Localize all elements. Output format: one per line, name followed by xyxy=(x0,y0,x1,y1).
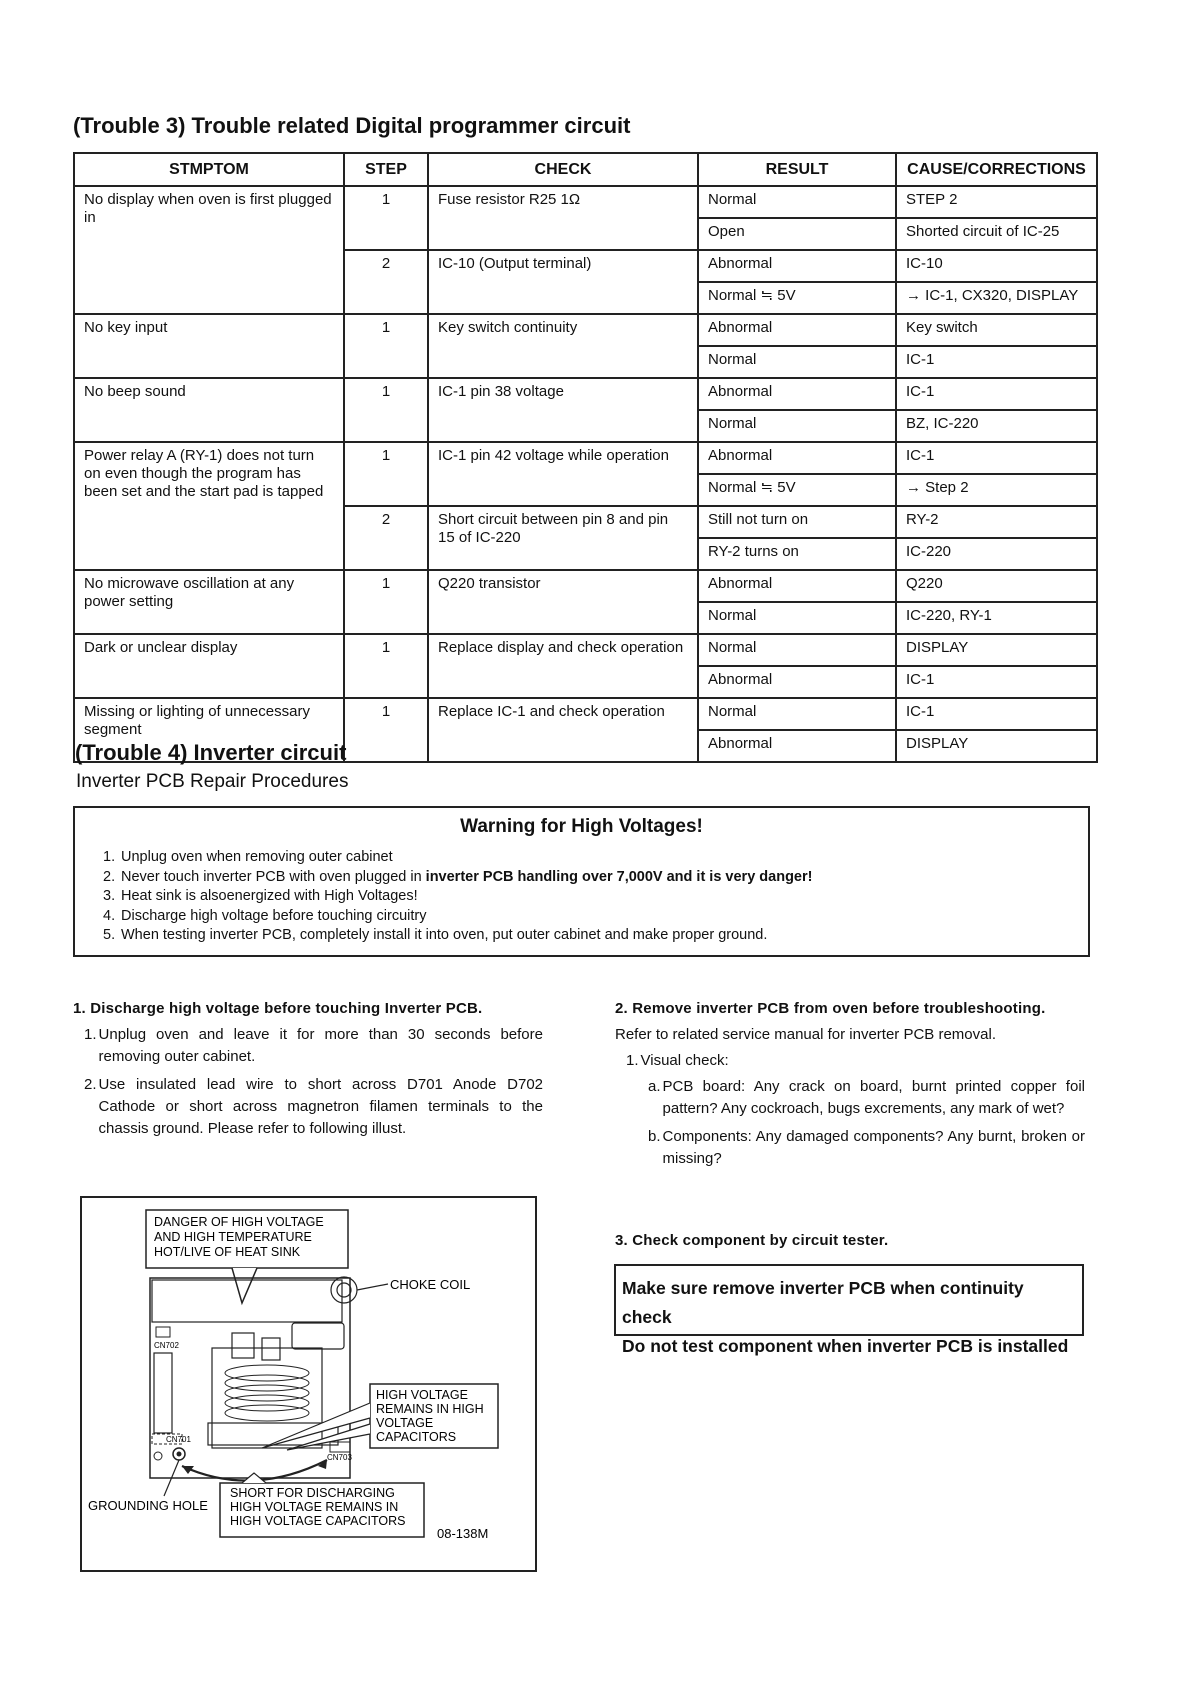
table-row xyxy=(74,378,1097,410)
list-item xyxy=(615,1050,1085,1072)
capacitor-top xyxy=(292,1323,344,1349)
step-cell: 1 xyxy=(344,698,428,762)
header-symptom: STMPTOM xyxy=(74,153,344,186)
result-cell: Normal xyxy=(698,698,896,730)
danger-line: HOT/LIVE OF HEAT SINK xyxy=(154,1245,301,1259)
trouble3-title: (Trouble 3) Trouble related Digital programmer circuit xyxy=(73,113,631,138)
symptom-cell: No display when oven is first plugged in xyxy=(74,186,344,314)
warning-box xyxy=(73,806,1090,957)
header-result: RESULT xyxy=(698,153,896,186)
cause-cell: IC-1 xyxy=(896,666,1097,698)
trouble4-title: (Trouble 4) Inverter circuit xyxy=(75,740,347,765)
check-cell: Replace IC-1 and check operation xyxy=(428,698,698,762)
step-cell: 1 xyxy=(344,378,428,442)
table-row xyxy=(74,698,1097,730)
cause-cell: RY-2 xyxy=(896,506,1097,538)
hv-line: CAPACITORS xyxy=(376,1430,457,1444)
header-cause: CAUSE/CORRECTIONS xyxy=(896,153,1097,186)
section1 xyxy=(73,998,543,1140)
item-number: b. xyxy=(648,1128,661,1145)
step-cell: 1 xyxy=(344,634,428,698)
item-text: Discharge high voltage before touching circuitry xyxy=(121,907,427,924)
cause-cell: STEP 2 xyxy=(896,186,1097,218)
item-text: Use insulated lead wire to short across D701 Anode D702 Cathode or short across magnetron filamen terminals to the chassis ground. Please refer to following illust. xyxy=(98,1076,543,1137)
list-item xyxy=(615,1076,1085,1120)
check-cell: IC-1 pin 38 voltage xyxy=(428,378,698,442)
item-text: Unplug oven when removing outer cabinet xyxy=(121,849,393,865)
symptom-cell: Missing or lighting of unnecessary segment xyxy=(74,698,344,762)
item-number: 3. xyxy=(103,888,116,904)
cause-cell: DISPLAY xyxy=(896,634,1097,666)
cause-cell: IC-220, RY-1 xyxy=(896,602,1097,634)
section1-title: 1. Discharge high voltage before touching Inverter PCB. xyxy=(73,1000,483,1017)
check-cell: IC-1 pin 42 voltage while operation xyxy=(428,442,698,506)
short-line: HIGH VOLTAGE REMAINS IN xyxy=(230,1500,399,1514)
table-row xyxy=(74,570,1097,602)
item-number: 1. xyxy=(626,1052,639,1069)
header-step: STEP xyxy=(344,153,428,186)
check-cell: Fuse resistor R25 1Ω xyxy=(428,186,698,250)
item-text: Unplug oven and leave it for more than 30 seconds before removing outer cabinet. xyxy=(98,1026,543,1065)
check-cell: Replace display and check operation xyxy=(428,634,698,698)
step-cell: 2 xyxy=(344,506,428,570)
result-cell: Abnormal xyxy=(698,730,896,762)
cn703-connector xyxy=(330,1442,350,1452)
left-component xyxy=(154,1353,172,1433)
result-cell: Normal ≒ 5V xyxy=(698,474,896,506)
section2-intro: Refer to related service manual for inverter PCB removal. xyxy=(615,1026,996,1043)
result-cell: Abnormal xyxy=(698,666,896,698)
result-cell: Normal xyxy=(698,634,896,666)
item-number: a. xyxy=(648,1078,661,1095)
check-cell xyxy=(428,250,698,314)
cn701-label: CN701 xyxy=(166,1435,191,1444)
item-text: Heat sink is alsoenergized with High Voltages! xyxy=(121,888,418,904)
list-item xyxy=(99,848,1088,868)
notice-box xyxy=(614,1264,1084,1356)
cause-cell: IC-1 xyxy=(896,378,1097,410)
choke-leader xyxy=(357,1284,388,1290)
check-cell: Key switch continuity xyxy=(428,314,698,378)
inverter-pcb-diagram xyxy=(80,1196,537,1572)
notice-line: Make sure remove inverter PCB when continuity check xyxy=(622,1278,1024,1327)
header-check: CHECK xyxy=(428,153,698,186)
transformer-top-right xyxy=(262,1338,280,1360)
cause-cell: Shorted circuit of IC-25 xyxy=(896,218,1097,250)
check-line: IC-10 (Output terminal) xyxy=(438,255,592,272)
list-item xyxy=(99,907,1088,927)
item-number: 4. xyxy=(103,907,116,924)
choke-coil-label: CHOKE COIL xyxy=(390,1277,471,1292)
symptom-cell: No beep sound xyxy=(74,378,344,442)
hv-line: VOLTAGE xyxy=(376,1416,434,1430)
result-cell: Open xyxy=(698,218,896,250)
short-line: HIGH VOLTAGE CAPACITORS xyxy=(230,1514,406,1528)
trouble3-table xyxy=(73,152,1098,763)
choke-coil-core xyxy=(337,1283,351,1297)
list-item xyxy=(99,868,1088,888)
cause-cell: IC-10 xyxy=(896,250,1097,282)
cause-cell: IC-1 xyxy=(896,346,1097,378)
cause-cell: IC-1 xyxy=(896,442,1097,474)
pcb-illustration xyxy=(82,1198,535,1570)
result-cell: Abnormal xyxy=(698,442,896,474)
section2-title: 2. Remove inverter PCB from oven before troubleshooting. xyxy=(615,1000,1046,1017)
result-cell: Abnormal xyxy=(698,250,896,282)
symptom-cell: Dark or unclear display xyxy=(74,634,344,698)
table-header-row xyxy=(74,153,1097,186)
list-item xyxy=(99,926,1088,946)
list-item xyxy=(615,1126,1085,1170)
coil-windings xyxy=(225,1365,309,1421)
cn702-connector xyxy=(156,1327,170,1337)
result-cell: RY-2 turns on xyxy=(698,538,896,570)
transformer-top-left xyxy=(232,1333,254,1358)
table-row xyxy=(74,186,1097,218)
warning-title: Warning for High Voltages! xyxy=(460,816,703,837)
choke-coil-symbol xyxy=(331,1277,357,1303)
result-cell: Normal xyxy=(698,410,896,442)
item-text: PCB board: Any crack on board, burnt printed copper foil pattern? Any cockroach, bugs excrements, any mark of wet? xyxy=(662,1078,1085,1117)
item-number: 5. xyxy=(103,927,116,943)
cn703-label: CN703 xyxy=(327,1453,352,1462)
cause-cell: IC-220 xyxy=(896,538,1097,570)
result-cell: Still not turn on xyxy=(698,506,896,538)
item-text: Visual check: xyxy=(640,1052,729,1069)
danger-line: DANGER OF HIGH VOLTAGE xyxy=(154,1215,324,1229)
step-cell: 1 xyxy=(344,442,428,506)
item-number: 1. xyxy=(84,1026,97,1043)
figure-code: 08-138M xyxy=(437,1526,489,1541)
result-cell: Normal ≒ 5V xyxy=(698,282,896,314)
list-item xyxy=(73,1024,543,1068)
step-cell: 1 xyxy=(344,186,428,250)
hv-line: HIGH VOLTAGE xyxy=(376,1388,468,1402)
notice-line: Do not test component when inverter PCB is installed xyxy=(622,1336,1069,1356)
table-row xyxy=(74,314,1097,346)
trouble4-subtitle: Inverter PCB Repair Procedures xyxy=(76,771,349,792)
cause-cell: BZ, IC-220 xyxy=(896,410,1097,442)
symptom-cell: No microwave oscillation at any power setting xyxy=(74,570,344,634)
item-text: When testing inverter PCB, completely install it into oven, put outer cabinet and make proper ground. xyxy=(121,927,768,943)
list-item xyxy=(73,1074,543,1140)
grounding-hole-label: GROUNDING HOLE xyxy=(88,1498,208,1513)
cause-cell: Q220 xyxy=(896,570,1097,602)
result-cell: Abnormal xyxy=(698,378,896,410)
step-cell: 2 xyxy=(344,250,428,314)
cause-cell: → Step 2 xyxy=(896,474,1097,506)
table-row xyxy=(74,442,1097,474)
hv-line: REMAINS IN HIGH xyxy=(376,1402,484,1416)
step-cell: 1 xyxy=(344,570,428,634)
result-cell: Normal xyxy=(698,602,896,634)
item-text: Components: Any damaged components? Any burnt, broken or missing? xyxy=(662,1128,1085,1167)
item-number: 2. xyxy=(84,1076,97,1093)
cause-cell: → IC-1, CX320, DISPLAY xyxy=(896,282,1097,314)
danger-pointer xyxy=(232,1268,257,1303)
mount-hole xyxy=(154,1452,162,1460)
item-text: Never touch inverter PCB with oven plugged in xyxy=(121,868,426,885)
table-row xyxy=(74,634,1097,666)
cn702-label: CN702 xyxy=(154,1341,179,1350)
warning-list xyxy=(75,848,1088,946)
symptom-cell: Power relay A (RY-1) does not turn on even though the program has been set and the start pad is tapped xyxy=(74,442,344,570)
section2 xyxy=(615,998,1085,1170)
symptom-cell: No key input xyxy=(74,314,344,378)
result-cell: Normal xyxy=(698,346,896,378)
grounding-hole-center xyxy=(177,1452,182,1457)
cause-cell: Key switch xyxy=(896,314,1097,346)
list-item xyxy=(99,887,1088,907)
result-cell: Normal xyxy=(698,186,896,218)
cause-cell: DISPLAY xyxy=(896,730,1097,762)
short-line: SHORT FOR DISCHARGING xyxy=(230,1486,395,1500)
step-cell: 1 xyxy=(344,314,428,378)
item-number: 1. xyxy=(103,849,116,865)
danger-line: AND HIGH TEMPERATURE xyxy=(154,1230,312,1244)
check-cell: Q220 transistor xyxy=(428,570,698,634)
section3-title: 3. Check component by circuit tester. xyxy=(615,1232,889,1249)
item-bold-text: inverter PCB handling over 7,000V and it is very danger! xyxy=(425,868,813,885)
cause-cell: IC-1 xyxy=(896,698,1097,730)
result-cell: Abnormal xyxy=(698,314,896,346)
item-number: 2. xyxy=(103,868,116,885)
check-cell: Short circuit between pin 8 and pin 15 of IC-220 xyxy=(428,506,698,570)
result-cell: Abnormal xyxy=(698,570,896,602)
